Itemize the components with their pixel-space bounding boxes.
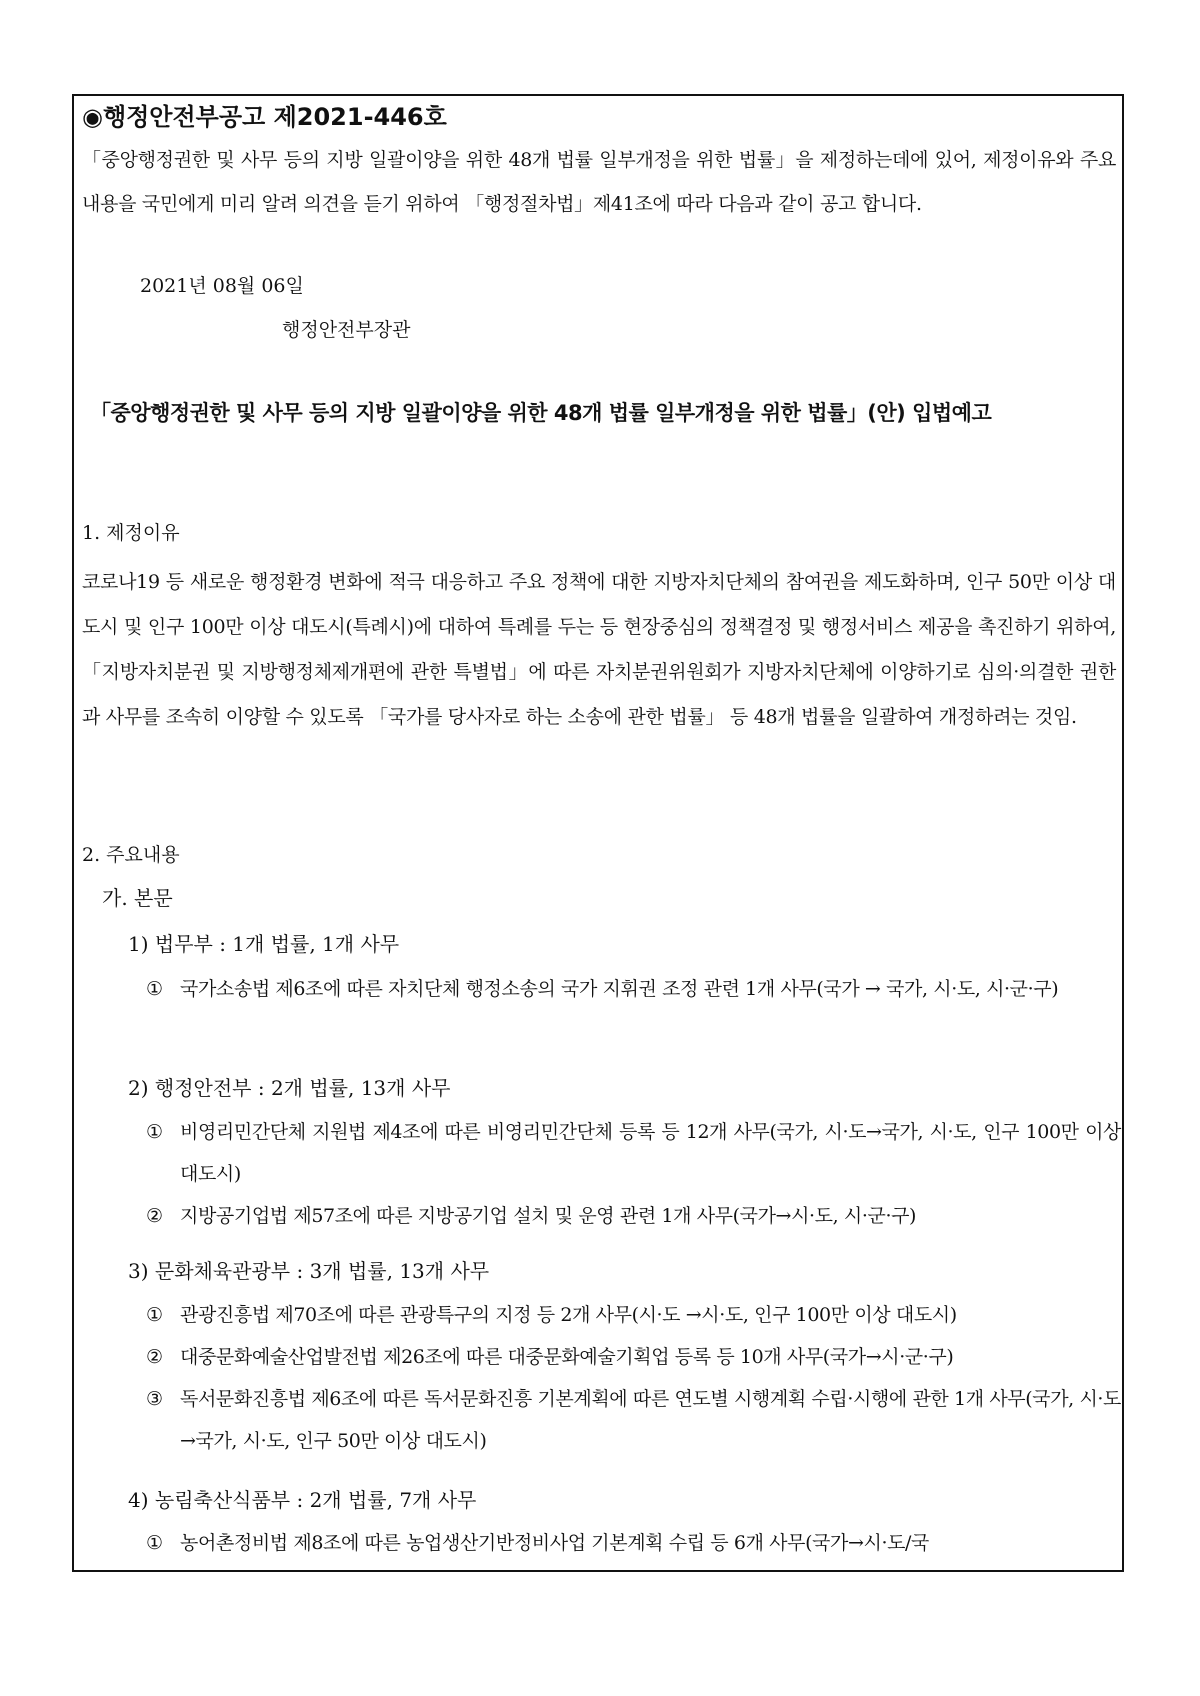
bill-title: 「중앙행정권한 및 사무 등의 지방 일괄이양을 위한 48개 법률 일부개정을 위한 법률」(안) 입법예고 <box>90 401 992 425</box>
ministry-heading: 1) 법무부 : 1개 법률, 1개 사무 <box>128 932 400 956</box>
item-text: 지방공기업법 제57조에 따른 지방공기업 설치 및 운영 관련 1개 사무(국가→시·도, 시·군·구) <box>180 1205 917 1227</box>
item-text: 관광진흥법 제70조에 따른 관광특구의 지정 등 2개 사무(시·도 →시·도, 인구 100만 이상 대도시) <box>180 1304 957 1326</box>
list-item <box>146 1294 1121 1336</box>
item-number: ① <box>146 1121 163 1143</box>
list-item <box>146 1522 1121 1564</box>
item-text: 비영리민간단체 지원법 제4조에 따른 비영리민간단체 등록 등 12개 사무(국가, 시·도→국가, 시·도, 인구 100만 이상 대도시) <box>180 1121 1121 1185</box>
intro-paragraph: 「중앙행정권한 및 사무 등의 지방 일괄이양을 위한 48개 법률 일부개정을 위한 법률」을 제정하는데에 있어, 제정이유와 주요내용을 국민에게 미리 알려 의견을 듣기 위하여 「행정절차법」제41조에 따라 다음과 같이 공고 합니다. <box>82 149 1116 215</box>
ministry-heading: 3) 문화체육관광부 : 3개 법률, 13개 사무 <box>128 1259 490 1283</box>
item-number: ① <box>146 978 163 1000</box>
item-text: 독서문화진흥법 제6조에 따른 독서문화진흥 기본계획에 따른 연도별 시행계획 수립·시행에 관한 1개 사무(국가, 시·도 →국가, 시·도, 인구 50만 이상 대도시) <box>180 1388 1121 1452</box>
list-item <box>146 1336 1121 1378</box>
item-number: ② <box>146 1205 163 1227</box>
issuing-authority: 행정안전부장관 <box>282 319 411 341</box>
section-1-body: 코로나19 등 새로운 행정환경 변화에 적극 대응하고 주요 정책에 대한 지방자치단체의 참여권을 제도화하며, 인구 50만 이상 대도시 및 인구 100만 이상 대도시(특례시)에 대하여 특례를 두는 등 현장중심의 정책결정 및 행정서비스 제공을 촉진하기 위하여, 「지방자치분권 및 지방행정체제개편에 관한 특별법」에 따른 자치분권위원회가 지방자치단체에 이양하기로 심의·의결한 권한과 사무를 조속히 이양할 수 있도록 「국가를 당사자로 하는 소송에 관한 법률」 등 48개 법률을 일괄하여 개정하려는 것임. <box>82 571 1116 728</box>
section-1-heading: 1. 제정이유 <box>82 522 180 544</box>
list-item <box>146 1111 1121 1195</box>
notice-number-heading: ◉행정안전부공고 제2021-446호 <box>82 103 447 131</box>
subsection-main-text: 가. 본문 <box>102 886 173 910</box>
item-number: ① <box>146 1304 163 1326</box>
notice-date: 2021년 08월 06일 <box>140 275 304 297</box>
list-item <box>146 1195 1121 1237</box>
item-number: ③ <box>146 1388 163 1410</box>
item-text: 대중문화예술산업발전법 제26조에 따른 대중문화예술기획업 등록 등 10개 사무(국가→시·군·구) <box>180 1346 954 1368</box>
ministry-heading: 2) 행정안전부 : 2개 법률, 13개 사무 <box>128 1076 451 1100</box>
list-item <box>146 1378 1121 1462</box>
item-number: ① <box>146 1532 163 1554</box>
item-text: 국가소송법 제6조에 따른 자치단체 행정소송의 국가 지휘권 조정 관련 1개 사무(국가 → 국가, 시·도, 시·군·구) <box>180 978 1059 1000</box>
item-text: 농어촌정비법 제8조에 따른 농업생산기반정비사업 기본계획 수립 등 6개 사무(국가→시·도/국 <box>180 1532 930 1554</box>
list-item <box>146 968 1121 1010</box>
section-2-heading: 2. 주요내용 <box>82 844 180 866</box>
ministry-heading: 4) 농림축산식품부 : 2개 법률, 7개 사무 <box>128 1488 477 1512</box>
item-number: ② <box>146 1346 163 1368</box>
